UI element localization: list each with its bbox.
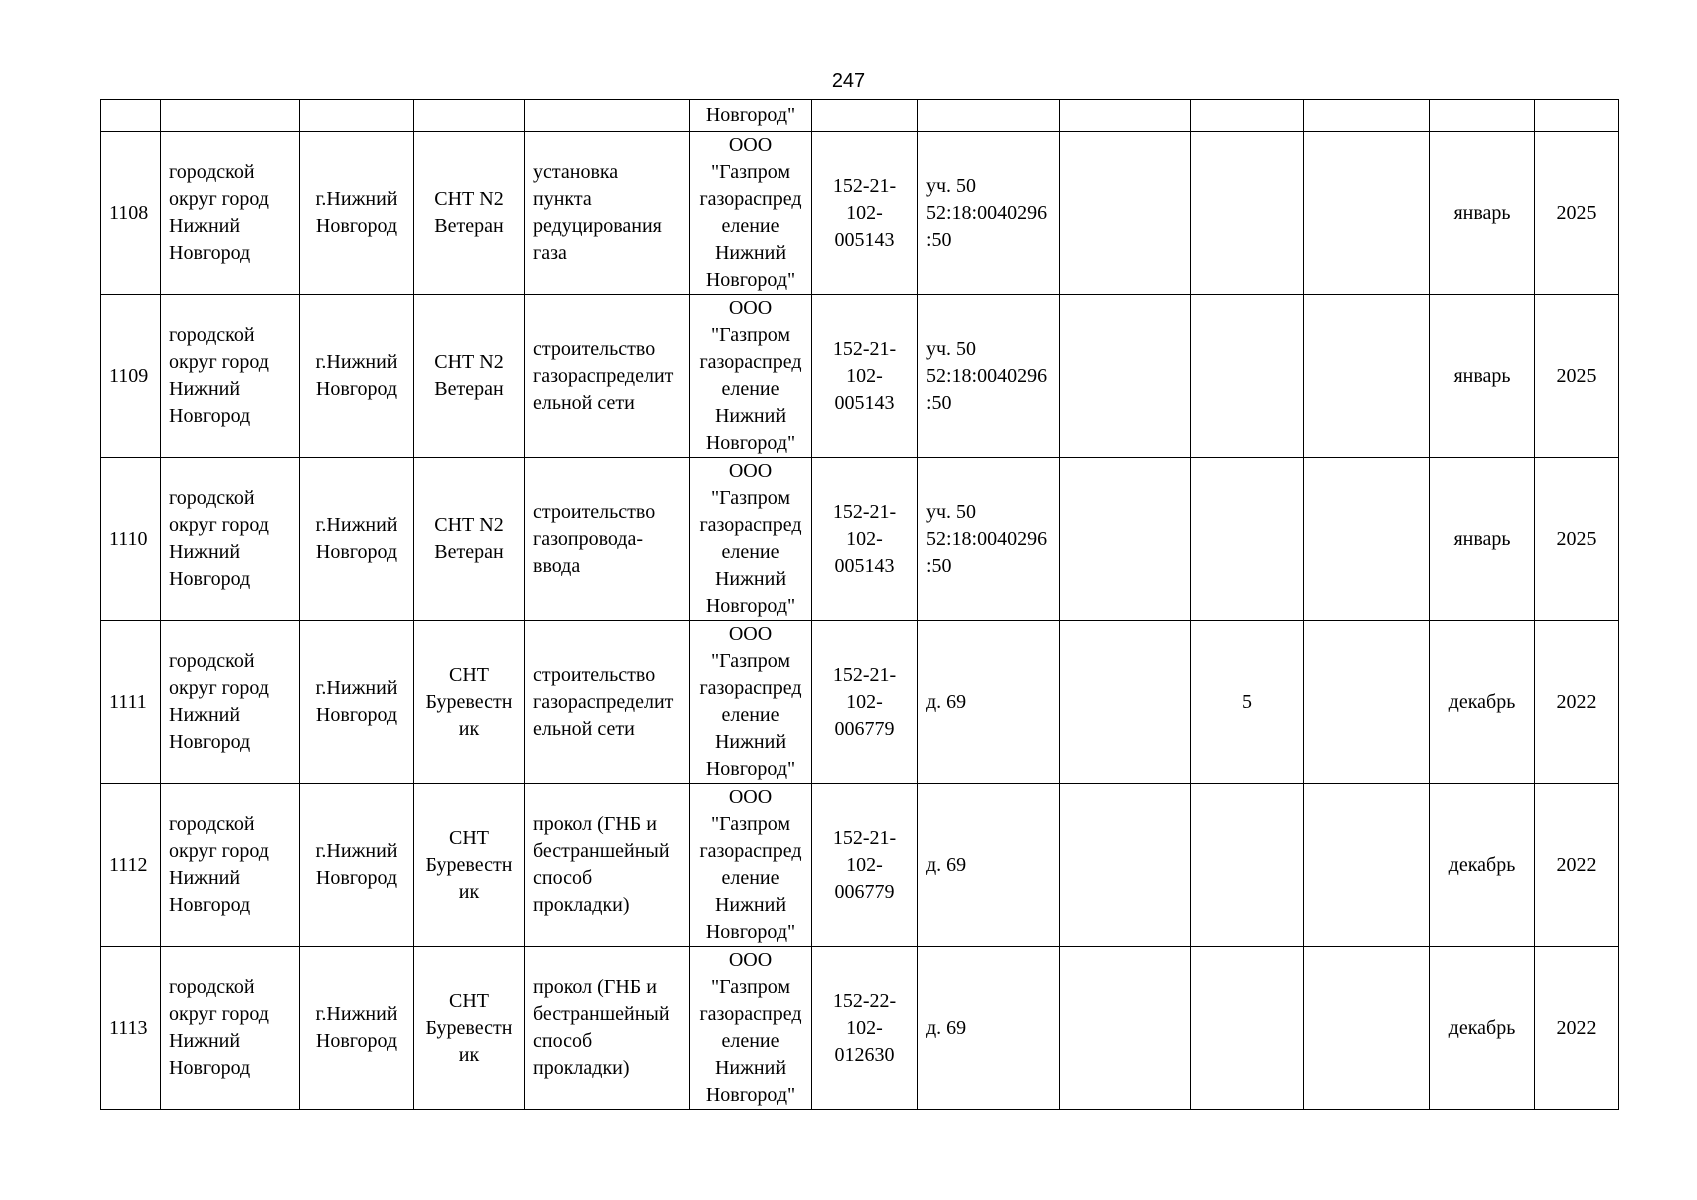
cell-col10: [1191, 784, 1304, 947]
cell-year: 2022: [1535, 621, 1619, 784]
cell-organization: ООО "Газпром газораспред еление Нижний Новгород": [690, 621, 812, 784]
cell-col11: [1304, 132, 1430, 295]
cell-year: 2025: [1535, 458, 1619, 621]
cell-col11: [1304, 295, 1430, 458]
cell-city: г.Нижний Новгород: [300, 784, 414, 947]
cell-col9: [1060, 458, 1191, 621]
table-row: [101, 132, 1619, 295]
cell-organization: ООО "Газпром газораспред еление Нижний Новгород": [690, 458, 812, 621]
cell-parcel: д. 69: [918, 784, 1060, 947]
cell-work: установка пункта редуцирования газа: [525, 132, 690, 295]
cell-col10: [1191, 295, 1304, 458]
cell-organization: ООО "Газпром газораспред еление Нижний Новгород": [690, 132, 812, 295]
cell-district: городской округ город Нижний Новгород: [161, 947, 300, 1110]
cell-month: декабрь: [1430, 947, 1535, 1110]
cell-snt: СНТ N2 Ветеран: [414, 458, 525, 621]
cell-city: [300, 100, 414, 132]
data-table: [100, 99, 1619, 1110]
cell-work: прокол (ГНБ и бестраншейный способ прокладки): [525, 947, 690, 1110]
cell-col9: [1060, 100, 1191, 132]
cell-month: декабрь: [1430, 784, 1535, 947]
cell-snt: СНТ N2 Ветеран: [414, 295, 525, 458]
cell-snt: СНТ N2 Ветеран: [414, 132, 525, 295]
cell-district: городской округ город Нижний Новгород: [161, 132, 300, 295]
cell-col10: [1191, 132, 1304, 295]
cell-code: 152-21-102-006779: [812, 621, 918, 784]
cell-code: 152-21-102-006779: [812, 784, 918, 947]
cell-city: г.Нижний Новгород: [300, 132, 414, 295]
cell-col10: [1191, 947, 1304, 1110]
cell-num: 1113: [101, 947, 161, 1110]
cell-work: строительство газораспределит ельной сети: [525, 295, 690, 458]
cell-num: 1112: [101, 784, 161, 947]
cell-col11: [1304, 784, 1430, 947]
cell-work: строительство газопровода-ввода: [525, 458, 690, 621]
cell-snt: СНТ Буревестн ик: [414, 621, 525, 784]
cell-month: январь: [1430, 132, 1535, 295]
cell-organization: Новгород": [690, 100, 812, 132]
cell-num: 1108: [101, 132, 161, 295]
cell-organization: ООО "Газпром газораспред еление Нижний Новгород": [690, 295, 812, 458]
cell-parcel: уч. 50 52:18:0040296 :50: [918, 132, 1060, 295]
cell-work: [525, 100, 690, 132]
cell-code: 152-21-102-005143: [812, 295, 918, 458]
cell-month: январь: [1430, 458, 1535, 621]
cell-col9: [1060, 132, 1191, 295]
cell-city: г.Нижний Новгород: [300, 621, 414, 784]
cell-parcel: уч. 50 52:18:0040296 :50: [918, 458, 1060, 621]
page-number: 247: [831, 70, 866, 92]
cell-col11: [1304, 947, 1430, 1110]
cell-year: 2022: [1535, 784, 1619, 947]
cell-district: [161, 100, 300, 132]
cell-col11: [1304, 621, 1430, 784]
cell-city: г.Нижний Новгород: [300, 947, 414, 1110]
cell-parcel: д. 69: [918, 621, 1060, 784]
cell-district: городской округ город Нижний Новгород: [161, 784, 300, 947]
cell-snt: [414, 100, 525, 132]
table-row: [101, 621, 1619, 784]
cell-num: [101, 100, 161, 132]
continuation-row: [101, 100, 1619, 132]
cell-year: 2025: [1535, 132, 1619, 295]
cell-col11: [1304, 100, 1430, 132]
cell-year: 2025: [1535, 295, 1619, 458]
cell-col10: [1191, 100, 1304, 132]
table-row: [101, 458, 1619, 621]
cell-year: 2022: [1535, 947, 1619, 1110]
cell-month: декабрь: [1430, 621, 1535, 784]
cell-code: [812, 100, 918, 132]
cell-code: 152-21-102-005143: [812, 458, 918, 621]
cell-city: г.Нижний Новгород: [300, 458, 414, 621]
cell-organization: ООО "Газпром газораспред еление Нижний Новгород": [690, 947, 812, 1110]
table-row: [101, 295, 1619, 458]
cell-col9: [1060, 947, 1191, 1110]
cell-district: городской округ город Нижний Новгород: [161, 295, 300, 458]
cell-month: [1430, 100, 1535, 132]
cell-work: строительство газораспределит ельной сети: [525, 621, 690, 784]
cell-col11: [1304, 458, 1430, 621]
cell-parcel: уч. 50 52:18:0040296 :50: [918, 295, 1060, 458]
cell-code: 152-22-102-012630: [812, 947, 918, 1110]
table-row: [101, 784, 1619, 947]
cell-num: 1109: [101, 295, 161, 458]
cell-year: [1535, 100, 1619, 132]
cell-organization: ООО "Газпром газораспред еление Нижний Новгород": [690, 784, 812, 947]
cell-snt: СНТ Буревестн ик: [414, 947, 525, 1110]
cell-col10: 5: [1191, 621, 1304, 784]
cell-parcel: д. 69: [918, 947, 1060, 1110]
cell-work: прокол (ГНБ и бестраншейный способ прокладки): [525, 784, 690, 947]
cell-month: январь: [1430, 295, 1535, 458]
cell-city: г.Нижний Новгород: [300, 295, 414, 458]
table-row: [101, 947, 1619, 1110]
cell-code: 152-21-102-005143: [812, 132, 918, 295]
cell-num: 1110: [101, 458, 161, 621]
cell-num: 1111: [101, 621, 161, 784]
cell-col10: [1191, 458, 1304, 621]
cell-district: городской округ город Нижний Новгород: [161, 458, 300, 621]
cell-col9: [1060, 784, 1191, 947]
cell-snt: СНТ Буревестн ик: [414, 784, 525, 947]
cell-col9: [1060, 621, 1191, 784]
cell-parcel: [918, 100, 1060, 132]
cell-district: городской округ город Нижний Новгород: [161, 621, 300, 784]
cell-col9: [1060, 295, 1191, 458]
